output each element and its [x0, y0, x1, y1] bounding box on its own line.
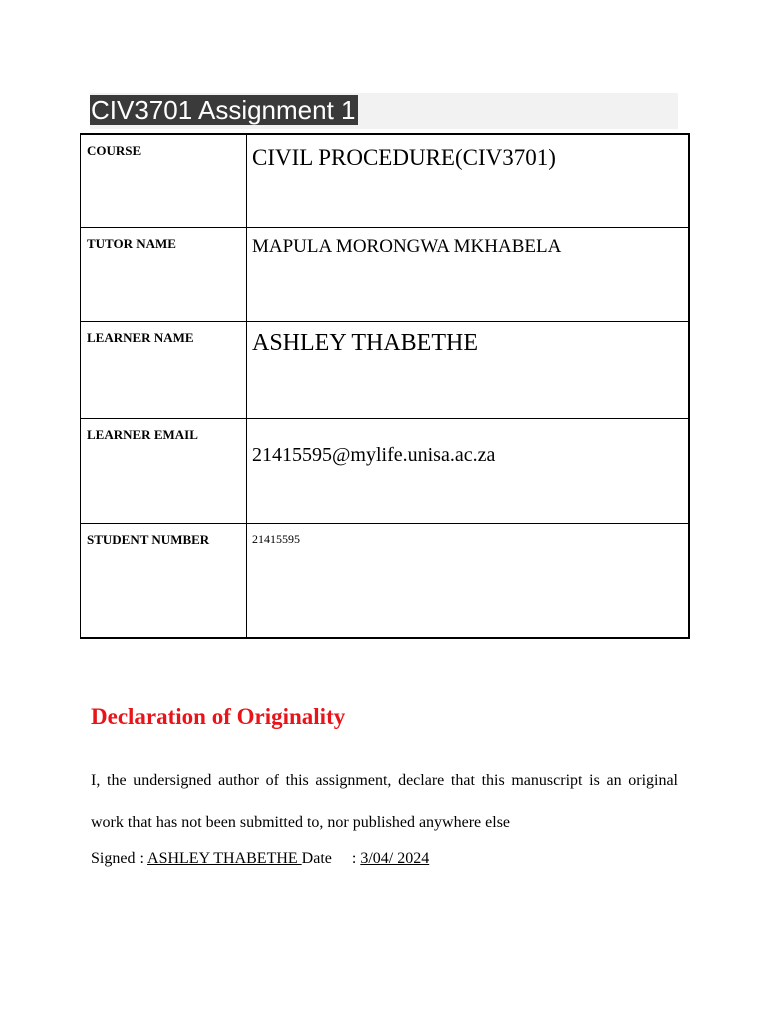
table-row-learner-name: [81, 321, 690, 418]
date-value: 3/04/ 2024: [360, 850, 430, 867]
table-row-student-number: [81, 523, 690, 638]
learner-name-label-cell: [81, 321, 247, 418]
document-title: CIV3701 Assignment 1: [91, 95, 356, 125]
student-number-value-cell: [247, 523, 690, 638]
course-value-cell: [247, 134, 690, 227]
table-row-learner-email: [81, 418, 690, 523]
tutor-value-cell: [247, 227, 690, 321]
course-label-cell: [81, 134, 247, 227]
learner-email-label: LEARNER EMAIL: [87, 426, 198, 442]
signed-name: ASHLEY THABETHE: [147, 850, 302, 867]
assignment-info-table: [80, 133, 690, 639]
title-highlight-bar: [90, 93, 678, 129]
tutor-label-cell: [81, 227, 247, 321]
learner-name-value: ASHLEY THABETHE: [252, 329, 478, 356]
student-number-value: 21415595: [252, 531, 300, 546]
date-label: Date :: [301, 850, 361, 867]
student-number-label-cell: [81, 523, 247, 638]
tutor-value: MAPULA MORONGWA MKHABELA: [252, 235, 562, 257]
table-row-tutor: [81, 227, 690, 321]
course-label: COURSE: [87, 143, 142, 158]
learner-email-value-cell: [247, 418, 690, 523]
learner-email-label-cell: [81, 418, 247, 523]
learner-name-value-cell: [247, 321, 690, 418]
signed-label: Signed :: [91, 850, 148, 867]
declaration-heading: Declaration of Originality: [91, 704, 346, 729]
learner-name-label: LEARNER NAME: [87, 329, 194, 345]
table-row-course: [81, 134, 690, 227]
tutor-label: TUTOR NAME: [87, 235, 176, 251]
learner-email-value: 21415595@mylife.unisa.ac.za: [252, 443, 496, 466]
student-number-label: STUDENT NUMBER: [87, 531, 210, 547]
signature-line: [91, 850, 429, 868]
declaration-body: I, the undersigned author of this assignment, declare that this manuscript is an original work that has not been submitted to, nor published anywhere else: [91, 772, 678, 831]
course-value: CIVIL PROCEDURE(CIV3701): [252, 145, 556, 170]
